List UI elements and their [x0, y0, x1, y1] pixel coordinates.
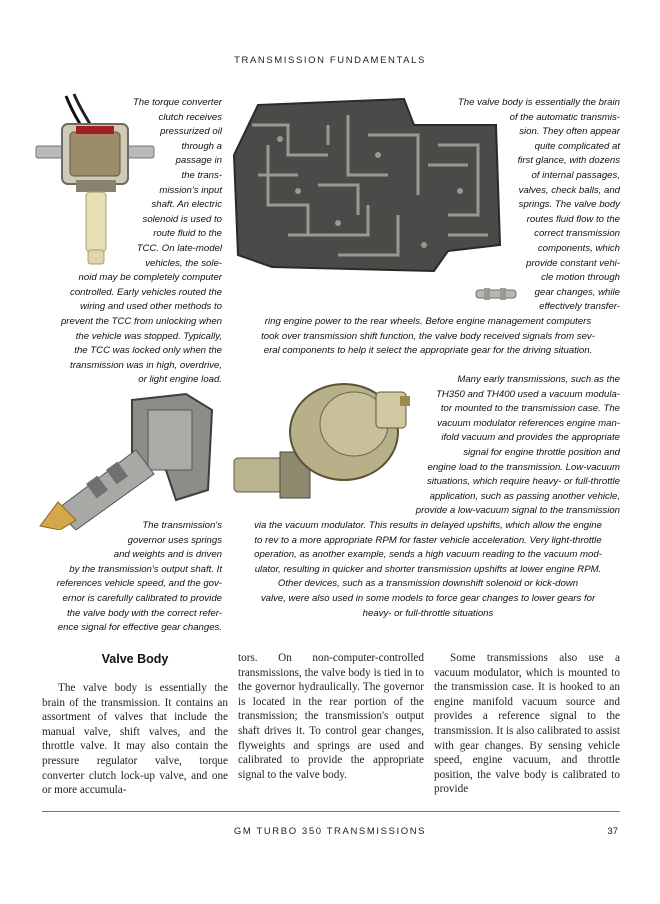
body-paragraph: tors. On non-computer-controlled transmissions, the valve body is tied in to the governor hydraulically. The governor is located in the rear portion of the transmission; the transmission's output shaft drives it. To control gear changes, flyweights and springs are used and calibrated to provide the appropriate signal to the valve body. [238, 652, 424, 781]
caption-line: effectively transfer- [539, 301, 620, 313]
caption-line: correct transmission [534, 228, 620, 240]
caption-line: components, which [537, 242, 620, 254]
caption-line: through a [181, 140, 222, 152]
caption-line: provide a low-vacuum signal to the transmission [415, 505, 620, 517]
caption-valve-body-continued [236, 315, 620, 359]
caption-line: TCC. On late-model [136, 242, 222, 254]
body-column-3 [434, 651, 620, 797]
caption-line: or light engine load. [138, 374, 222, 386]
caption-line: of internal passages, [531, 169, 620, 181]
page-number: 37 [607, 826, 618, 837]
caption-line: route fluid to the [153, 228, 222, 240]
caption-line: took over transmission shift function, the valve body received signals from sev- [261, 330, 595, 342]
caption-line: engine load to the transmission. Low-vacuum [427, 461, 620, 473]
caption-line: the valve body with the correct refer- [67, 607, 222, 619]
caption-vacuum-modulator-continued [236, 519, 620, 621]
caption-line: ulator, resulting in quicker and shorter transmission upshifts at lower engine RPM. [254, 563, 602, 575]
caption-line: vehicles, the sole- [145, 257, 222, 269]
caption-line: signal for engine throttle position and [463, 446, 620, 458]
caption-line: first glance, with dozens [517, 155, 620, 167]
caption-line: operation, as another example, sends a high vacuum reading to the vacuum mod- [254, 549, 602, 561]
caption-line: Other devices, such as a transmission downshift solenoid or kick-down [277, 578, 579, 590]
caption-line: vacuum modulator references engine man- [437, 417, 620, 429]
caption-valve-body [388, 96, 620, 315]
section-heading: Valve Body [101, 652, 169, 666]
running-footer: GM TURBO 350 TRANSMISSIONS [233, 826, 427, 837]
caption-line: The valve body is essentially the brain [457, 97, 620, 108]
caption-line: pressurized oil [160, 126, 222, 138]
footer-rule [42, 811, 620, 812]
caption-line: the vehicle was stopped. Typically, [75, 330, 222, 342]
running-header: TRANSMISSION FUNDAMENTALS [234, 55, 426, 66]
caption-line: solenoid is used to [142, 213, 222, 225]
caption-line: quite complicated at [534, 140, 620, 152]
governor-photo [36, 390, 216, 530]
caption-line: governor uses springs [127, 534, 222, 546]
body-column-2 [238, 651, 424, 782]
caption-line: transmission was in high, overdrive, [70, 359, 222, 371]
caption-line: The torque converter [132, 97, 222, 108]
caption-line: passage in [175, 155, 222, 167]
caption-line: by the transmission's output shaft. It [69, 563, 222, 575]
caption-line: via the vacuum modulator. This results in delayed upshifts, which allow the engine [254, 520, 602, 531]
caption-line: situations, which require heavy- or full-throttle [426, 476, 620, 488]
caption-line: springs. The valve body [518, 199, 620, 211]
caption-line: sion. They often appear [519, 126, 620, 138]
caption-governor [30, 519, 222, 636]
caption-line: TH350 and TH400 used a vacuum modula- [436, 388, 620, 400]
caption-line: ifold vacuum and provides the appropriate [441, 432, 620, 444]
caption-line: cle motion through [541, 272, 620, 284]
caption-line: the TCC was locked only when the [74, 345, 222, 357]
caption-line: valve, were also used in some models to force gear changes to lower gears for [260, 592, 596, 604]
caption-line: eral components to help it select the appropriate gear for the driving situation. [263, 345, 593, 357]
caption-line: prevent the TCC from unlocking when [60, 315, 222, 327]
caption-line: wiring and used other methods to [80, 301, 222, 313]
caption-line: application, such as passing another vehicle, [429, 490, 620, 502]
caption-line: shaft. An electric [151, 199, 222, 211]
caption-vacuum-modulator [388, 373, 620, 519]
body-column-1 [42, 681, 228, 798]
caption-line: tor mounted to the transmission case. The [440, 403, 620, 415]
caption-line: ring engine power to the rear wheels. Before engine management computers [264, 316, 592, 327]
body-paragraph: Some transmissions also use a vacuum modulator, which is mounted to the transmission case. It is hooked to an engine manifold vacuum source and provides a reference signal to the transmission. It is also calibrated to assist with gear changes. By sensing vehicle speed, engine vacuum, and throttle position, the valve body is calibrated to provide [434, 652, 620, 796]
caption-line: to rev to a more appropriate RPM for faster vehicle acceleration. Very light-throttle [254, 534, 602, 546]
caption-line: gear changes, while [534, 286, 620, 298]
caption-line: ence signal for effective gear changes. [57, 622, 222, 634]
caption-line: noid may be completely computer [78, 272, 222, 284]
caption-line: ernor is carefully calibrated to provide [62, 592, 222, 604]
body-paragraph: The valve body is essentially the brain of the transmission. It contains an assortment of valves that include the manual valve, shift valves, and the throttle valve. It may also contain the pressure regulator valve, torque converter clutch lock-up valve, and one or more accumula- [42, 682, 228, 797]
caption-line: and weights and is driven [113, 549, 222, 561]
caption-line: references vehicle speed, and the gov- [56, 578, 222, 590]
caption-line: routes fluid flow to the [526, 213, 620, 225]
caption-line: the trans- [181, 169, 222, 181]
caption-line: clutch receives [158, 111, 222, 123]
caption-line: Many early transmissions, such as the [457, 374, 620, 385]
caption-line: The transmission's [142, 520, 222, 531]
caption-line: provide constant vehi- [526, 257, 620, 269]
caption-line: mission's input [159, 184, 222, 196]
caption-torque-converter [30, 96, 222, 388]
caption-line: controlled. Early vehicles routed the [70, 286, 222, 298]
caption-line: heavy- or full-throttle situations [362, 607, 494, 619]
caption-line: of the automatic transmis- [509, 111, 620, 123]
caption-line: valves, check balls, and [518, 184, 620, 196]
